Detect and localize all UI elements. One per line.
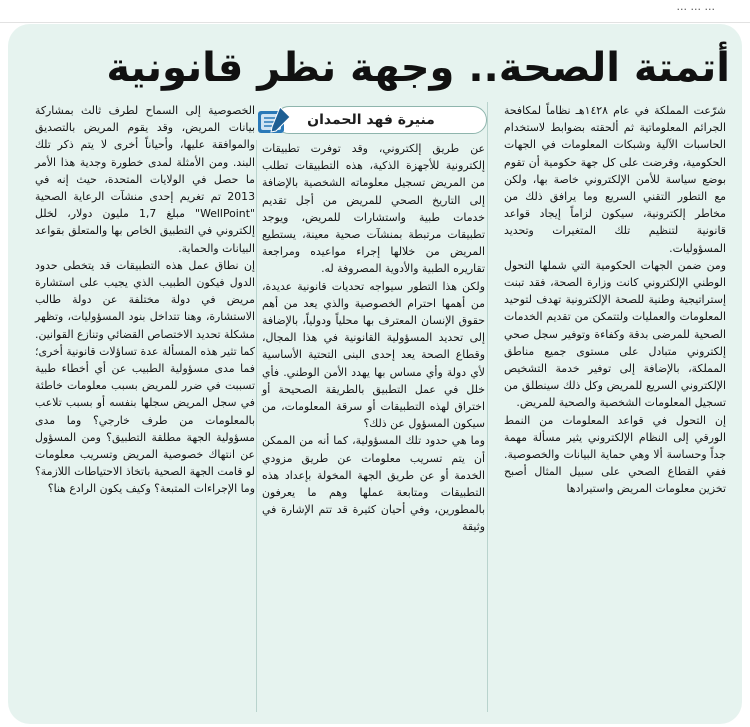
article-headline: أتمتة الصحة.. وجهة نظر قانونية	[106, 45, 730, 91]
paragraph: كما تثير هذه المسألة عدة تساؤلات قانونية أخرى؛ فما مدى مسؤولية الطبيب عن أي أخطاء طبية تسببت في ضرر للمريض بسبب معلومات خاطئة في سجل المريض سجلها بنفسه أو بسبب تلاعب بالمعلومات من طرف خارجي؟ وما مدى مسؤولية الجهة مطلقة التطبيق؟ ومن المسؤول عن انتهاك خصوصية المريض وتسريب معلومات لو قامت الجهة الصحية باتخاذ الاحتياطات اللازمة؟ وما الإجراءات المتبعة؟ وكيف يكون الرادع هنا؟	[35, 344, 255, 496]
paragraph: وما هي حدود تلك المسؤولية، كما أنه من الممكن أن يتم تسريب معلومات عن طريق مزودي الخدمة أو عن طريق الجهة المخولة بإعداد هذه التطبيقات ومتابعة عملها وهم ما يعرفون بالمطورين، وفي أحيان كثيرة قد تتم الإشارة في وثيقة	[262, 434, 485, 534]
paragraph: إن التحول في قواعد المعلومات من النمط الورقي إلى النظام الإلكتروني يثير مسألة مهمة جداً وحساسة ألا وهي حماية البيانات والخصوصية. ففي القطاع الصحي على سبيل المثال أصبح تخزين معلومات المريض واستيرادها	[504, 413, 726, 496]
paragraph: ولكن هذا التطور سيواجه تحديات قانونية عديدة، من أهمها احترام الخصوصية والذي يعد من أهم حقوق الإنسان المعترف بها محلياً ودولياً، بالإضافة إلى تحديد المسؤولية القانونية في هذا المجال، وقطاع الصحة يعد إحدى البنى التحتية الأساسية لأي دولة وأي مساس بها يهدد الأمن الوطني. فأي خلل في عمل التطبيق بالطريقة الصحيحة أو اختراق لهذه التطبيقات أو سرقة المعلومات، من سيكون المسؤول عن ذلك؟	[262, 279, 485, 431]
author-byline	[275, 106, 487, 134]
column-divider	[487, 102, 488, 712]
paragraph: عن طريق إلكتروني، وقد توفرت تطبيقات إلكترونية للأجهزة الذكية، هذه التطبيقات تطلب من المريض تسجيل معلوماته الشخصية بالإضافة إلى التاريخ الصحي للمريض من أجل تقديم خدمات طبية واستشارات للمريض، ويوجد تطبيقات مرتبطة بمنشآت صحية معينة، يستطيع المريض من خلالها إجراء مواعيده ومراجعة تقاريره الطبية والأدوية المصروفة له.	[262, 142, 485, 276]
paragraph: الخصوصية إلى السماح لطرف ثالث بمشاركة بيانات المريض، وقد يقوم المريض بالتصديق والموافقة عليها، وأحياناً أخرى لا يتم ذكر تلك البند. ومن الأمثلة لمدى خطورة وجدية هذا الأمر ما حصل في الولايات المتحدة، حيث إنه في 2013 تم تغريم إحدى منشآت الرعاية الصحية "WellPoint" مبلغ 1,7 مليون دولار، لخلل إلكتروني في التطبيق الخاص بها والمتعلق بقواعد البيانات والحماية.	[35, 104, 255, 255]
paragraph: شرّعت المملكة في عام ١٤٢٨هـ نظاماً لمكافحة الجرائم المعلوماتية ثم ألحقته بضوابط لاستخدام الحاسبات الآلية وشبكات المعلومات في الجهات الحكومية، وفرضت على كل جهة حكومية أن تقوم بوضع سياسة للأمن الإلكتروني خاصة بها، ولكن مع التطور التقني السريع وما يرافق ذلك من مخاطر إلكترونية، سيكون لزاماً إيجاد قواعد قانونية لتنظيم تلك المتغيرات وتحديد المسؤوليات.	[504, 104, 726, 255]
author-name: منيرة فهد الحمدان	[307, 112, 435, 128]
paragraph: ومن ضمن الجهات الحكومية التي شملها التحول الوطني الإلكتروني كانت وزارة الصحة، فقد تبنت إستراتيجية وطنية للصحة الإلكترونية تهدف لتوحيد المعلومات والعمليات ولتتمكن من تقديم الخدمات الصحية للمرضى بدقة وكفاءة وتوفير سجل صحي إلكتروني متبادل على مستوى جميع مناطق المملكة، بالإضافة إلى توفير خدمة التشخيص الإلكتروني السريع للمريض وكل ذلك سينطلق من تسجيل المعلومات الشخصية والصحية للمريض.	[504, 258, 726, 410]
article-column-left	[35, 102, 255, 498]
previous-article-strip	[0, 0, 750, 23]
previous-article-text: ... ... ...	[676, 0, 715, 13]
article-column-right	[504, 102, 726, 498]
column-divider	[256, 140, 257, 712]
article-column-middle	[262, 140, 485, 536]
paragraph: إن نطاق عمل هذه التطبيقات قد يتخطى حدود الدول فيكون الطبيب الذي يجيب على استشارة مريض في دولة مختلفة عن دولة طالب الاستشارة، وهنا تتداخل بنود المسؤوليات، وتظهر مشكلة تحديد الاختصاص القضائي وتنازع القوانين.	[35, 258, 255, 341]
pen-book-icon	[254, 101, 294, 141]
